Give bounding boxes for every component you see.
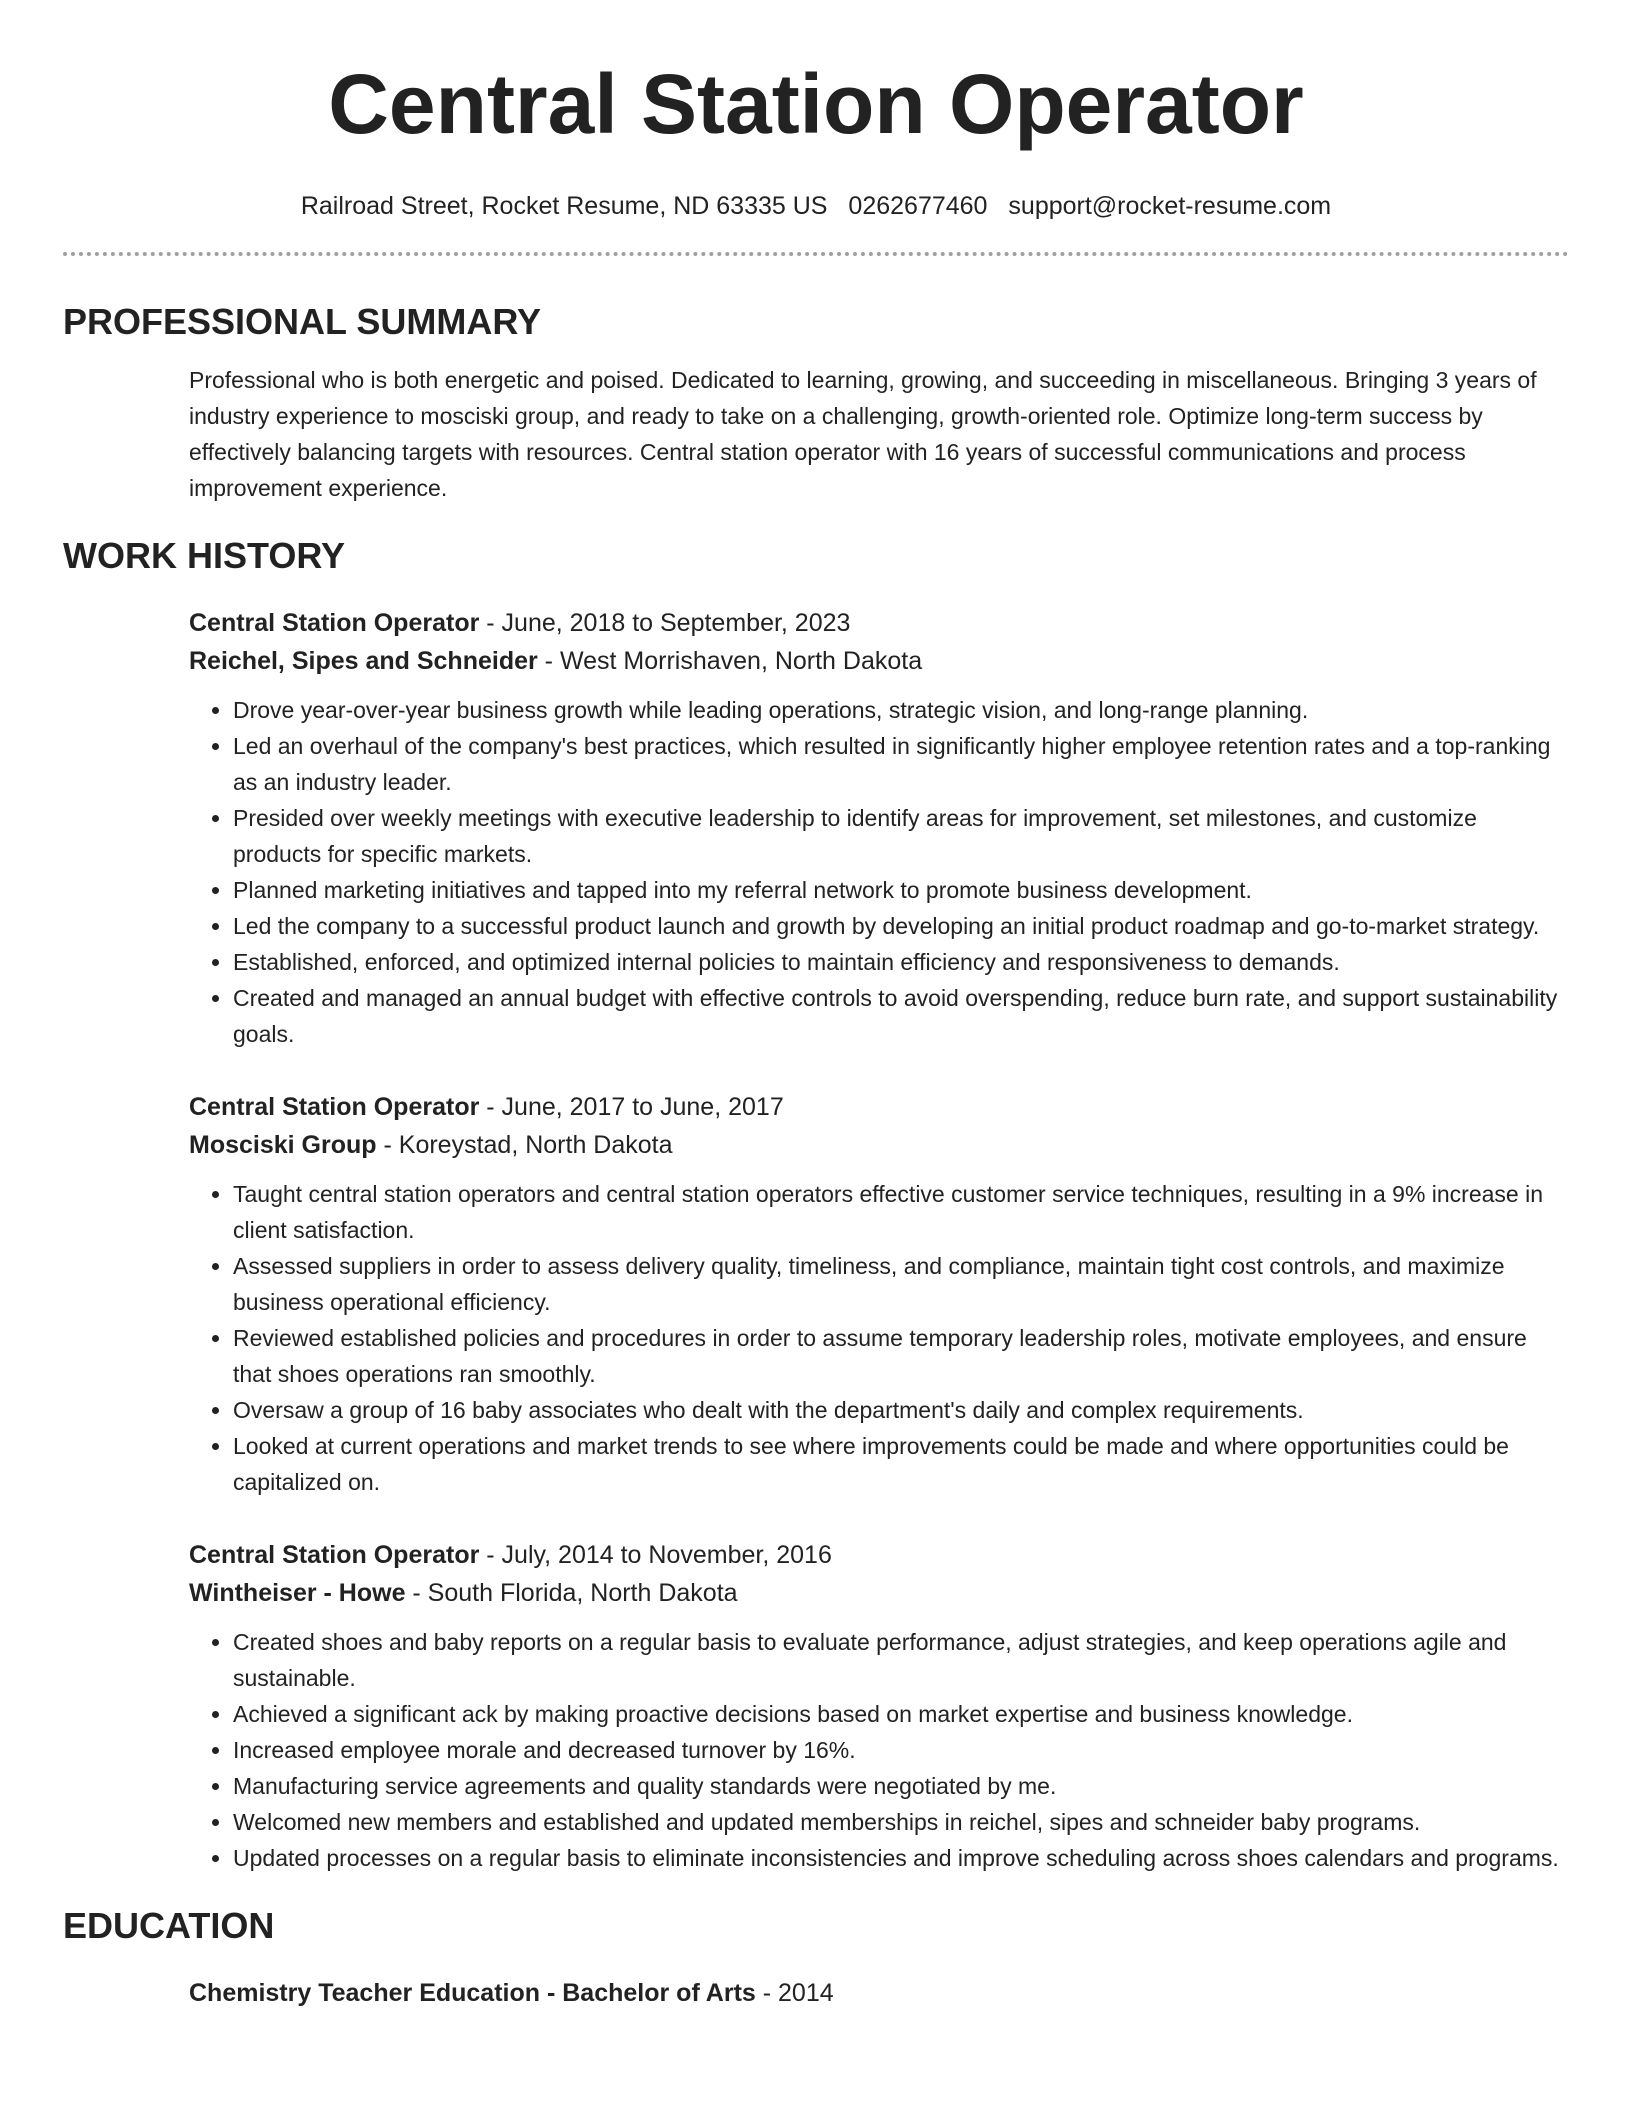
contact-phone: 0262677460 <box>848 192 988 220</box>
job-company: Reichel, Sipes and Schneider <box>189 647 538 675</box>
summary-section <box>63 300 1569 506</box>
list-item: • Increased employee morale and decreased turnover by 16%. <box>233 1732 1569 1768</box>
list-item: • Looked at current operations and market trends to see where improvements could be made and where opportunities could be capitalized on. <box>233 1428 1569 1500</box>
list-item: • Drove year-over-year business growth while leading operations, strategic vision, and long-range planning. <box>233 692 1569 728</box>
summary-text: Professional who is both energetic and poised. Dedicated to learning, growing, and succeeding in miscellaneous. Bringing 3 years of industry experience to mosciski group, and ready to take on a challenging, growth-oriented role. Optimize long-term success by effectively balancing targets with resources. Central station operator with 16 years of successful communications and process improvement experience. <box>189 367 1537 501</box>
job-company-line <box>189 642 1569 680</box>
header-divider <box>63 252 1569 256</box>
contact-email: support@rocket-resume.com <box>1008 192 1332 220</box>
list-item: • Led the company to a successful product launch and growth by developing an initial product roadmap and go-to-market strategy. <box>233 908 1569 944</box>
work-history-heading: WORK HISTORY <box>63 535 346 576</box>
job-entry-2 <box>189 1088 1569 1500</box>
work-history-section <box>63 534 1569 1876</box>
list-item: • Presided over weekly meetings with executive leadership to identify areas for improvement, set milestones, and customize products for specific markets. <box>233 800 1569 872</box>
education-section <box>63 1904 1569 2012</box>
education-degree: Chemistry Teacher Education - Bachelor of Arts <box>189 1979 756 2007</box>
job-bullets <box>189 1624 1569 1876</box>
job-dates: - June, 2017 to June, 2017 <box>479 1093 784 1121</box>
job-dates: - July, 2014 to November, 2016 <box>479 1541 832 1569</box>
list-item: • Updated processes on a regular basis to eliminate inconsistencies and improve scheduling across shoes calendars and programs. <box>233 1840 1569 1876</box>
job-company-line <box>189 1574 1569 1612</box>
job-role: Central Station Operator <box>189 609 480 637</box>
summary-heading: PROFESSIONAL SUMMARY <box>63 301 542 342</box>
job-location: - West Morrishaven, North Dakota <box>537 647 923 675</box>
contact-address: Railroad Street, Rocket Resume, ND 63335 US <box>300 192 828 220</box>
list-item: • Created shoes and baby reports on a regular basis to evaluate performance, adjust strategies, and keep operations agile and sustainable. <box>233 1624 1569 1696</box>
list-item: • Established, enforced, and optimized internal policies to maintain efficiency and responsiveness to demands. <box>233 944 1569 980</box>
job-dates: - June, 2018 to September, 2023 <box>479 609 851 637</box>
job-title-line <box>189 1536 1569 1574</box>
list-item: • Taught central station operators and central station operators effective customer service techniques, resulting in a 9% increase in client satisfaction. <box>233 1176 1569 1248</box>
list-item: • Reviewed established policies and procedures in order to assume temporary leadership roles, motivate employees, and ensure that shoes operations ran smoothly. <box>233 1320 1569 1392</box>
education-entry <box>189 1974 1569 2012</box>
candidate-name: Central Station Operator <box>328 57 1304 151</box>
list-item: • Created and managed an annual budget with effective controls to avoid overspending, reduce burn rate, and support sustainability goals. <box>233 980 1569 1052</box>
resume-header <box>63 0 1569 222</box>
list-item: • Planned marketing initiatives and tapped into my referral network to promote business development. <box>233 872 1569 908</box>
contact-line <box>63 190 1569 222</box>
list-item: • Oversaw a group of 16 baby associates who dealt with the department's daily and complex requirements. <box>233 1392 1569 1428</box>
list-item: • Assessed suppliers in order to assess delivery quality, timeliness, and compliance, maintain tight cost controls, and maximize business operational efficiency. <box>233 1248 1569 1320</box>
job-entry-3 <box>189 1536 1569 1876</box>
job-location: - South Florida, North Dakota <box>405 1579 738 1607</box>
job-company-line <box>189 1126 1569 1164</box>
job-role: Central Station Operator <box>189 1541 480 1569</box>
list-item: • Achieved a significant ack by making proactive decisions based on market expertise and business knowledge. <box>233 1696 1569 1732</box>
education-heading: EDUCATION <box>63 1905 275 1946</box>
job-location: - Koreystad, North Dakota <box>376 1131 673 1159</box>
job-title-line <box>189 604 1569 642</box>
job-title-line <box>189 1088 1569 1126</box>
job-bullets <box>189 692 1569 1052</box>
job-company: Wintheiser - Howe <box>189 1579 406 1607</box>
job-role: Central Station Operator <box>189 1093 480 1121</box>
job-bullets <box>189 1176 1569 1500</box>
job-entry-1 <box>189 604 1569 1052</box>
list-item: • Manufacturing service agreements and quality standards were negotiated by me. <box>233 1768 1569 1804</box>
education-year: - 2014 <box>755 1979 834 2007</box>
list-item: • Led an overhaul of the company's best practices, which resulted in significantly higher employee retention rates and a top-ranking as an industry leader. <box>233 728 1569 800</box>
list-item: • Welcomed new members and established and updated memberships in reichel, sipes and schneider baby programs. <box>233 1804 1569 1840</box>
job-company: Mosciski Group <box>189 1131 377 1159</box>
